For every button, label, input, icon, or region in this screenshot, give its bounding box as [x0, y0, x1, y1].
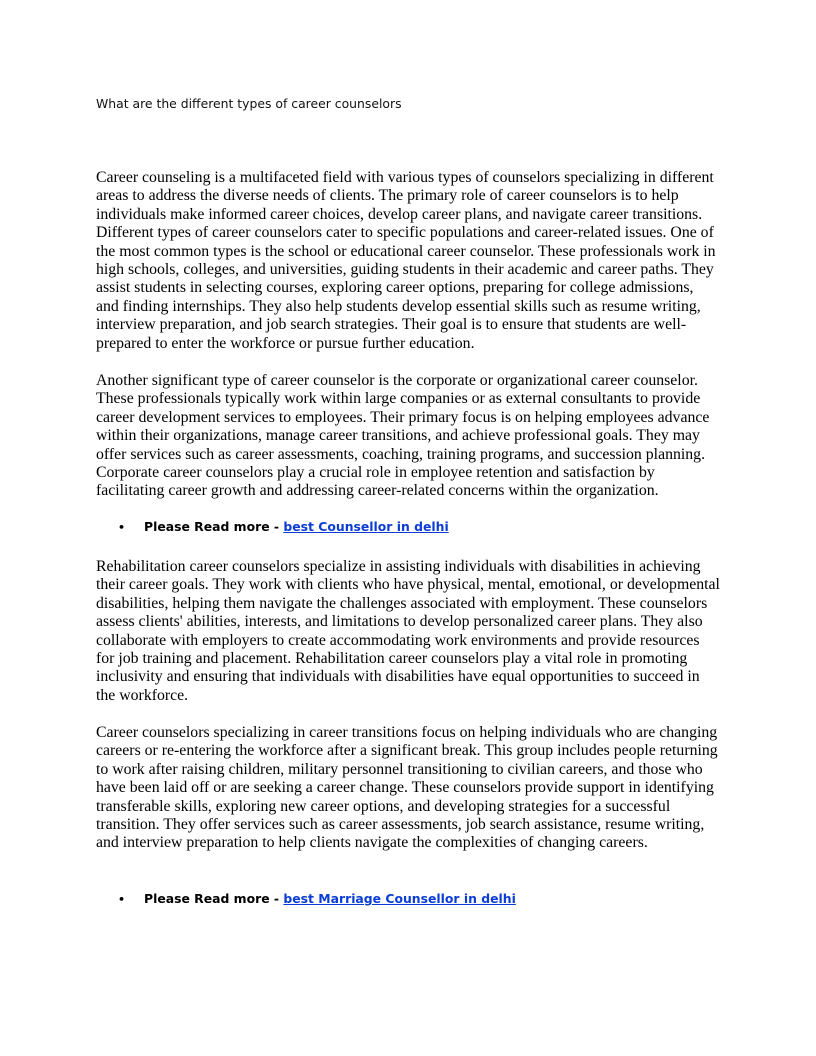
- bullet-icon: •: [118, 521, 126, 534]
- read-more-prefix: Please Read more -: [144, 891, 284, 906]
- read-more-bullet: [118, 891, 516, 906]
- paragraph-rehabilitation-counselors: Rehabilitation career counselors specialize in assisting individuals with disabilities in achieving their career goals. They work with clients who have physical, mental, emotional, or developmental disabilities, helping them navigate the challenges associated with employment. These counselors assess clients' abilities, interests, and limitations to develop personalized career plans. They also collaborate with employers to create accommodating work environments and provide resources for job training and placement. Rehabilitation career counselors play a vital role in promoting inclusivity and ensuring that individuals with disabilities have equal opportunities to succeed in the workforce.: [96, 558, 720, 704]
- read-more-bullet: [118, 519, 449, 534]
- document-title: What are the different types of career counselors: [96, 96, 402, 111]
- paragraph-school-counselors: Career counseling is a multifaceted field with various types of counselors specializing in different areas to address the diverse needs of clients. The primary role of career counselors is to help individuals make informed career choices, develop career plans, and navigate career transitions. Different types of career counselors cater to specific populations and career-related issues. One of the most common types is the school or educational career counselor. These professionals work in high schools, colleges, and universities, guiding students in their academic and career paths. They assist students in selecting courses, exploring career options, preparing for college admissions, and finding internships. They also help students develop essential skills such as resume writing, interview preparation, and job search strategies. Their goal is to ensure that students are well-prepared to enter the workforce or pursue further education.: [96, 169, 716, 352]
- bullet-icon: •: [118, 893, 126, 906]
- best-counsellor-link[interactable]: best Counsellor in delhi: [283, 519, 449, 534]
- read-more-prefix: Please Read more -: [144, 519, 284, 534]
- paragraph-transition-counselors: Career counselors specializing in career transitions focus on helping individuals who are changing careers or re-entering the workforce after a significant break. This group includes people returning to work after raising children, military personnel transitioning to civilian careers, and those who have been laid off or are seeking a career change. These counselors provide support in identifying transferable skills, exploring new career options, and developing strategies for a successful transition. They offer services such as career assessments, job search assistance, resume writing, and interview preparation to help clients navigate the complexities of changing careers.: [96, 724, 718, 852]
- best-marriage-counsellor-link[interactable]: best Marriage Counsellor in delhi: [283, 891, 516, 906]
- paragraph-corporate-counselors: Another significant type of career counselor is the corporate or organizational career counselor. These professionals typically work within large companies or as external consultants to provide career development services to employees. Their primary focus is on helping employees advance within their organizations, manage career transitions, and achieve professional goals. They may offer services such as career assessments, coaching, training programs, and succession planning. Corporate career counselors play a crucial role in employee retention and satisfaction by facilitating career growth and addressing career-related concerns within the organization.: [96, 372, 710, 500]
